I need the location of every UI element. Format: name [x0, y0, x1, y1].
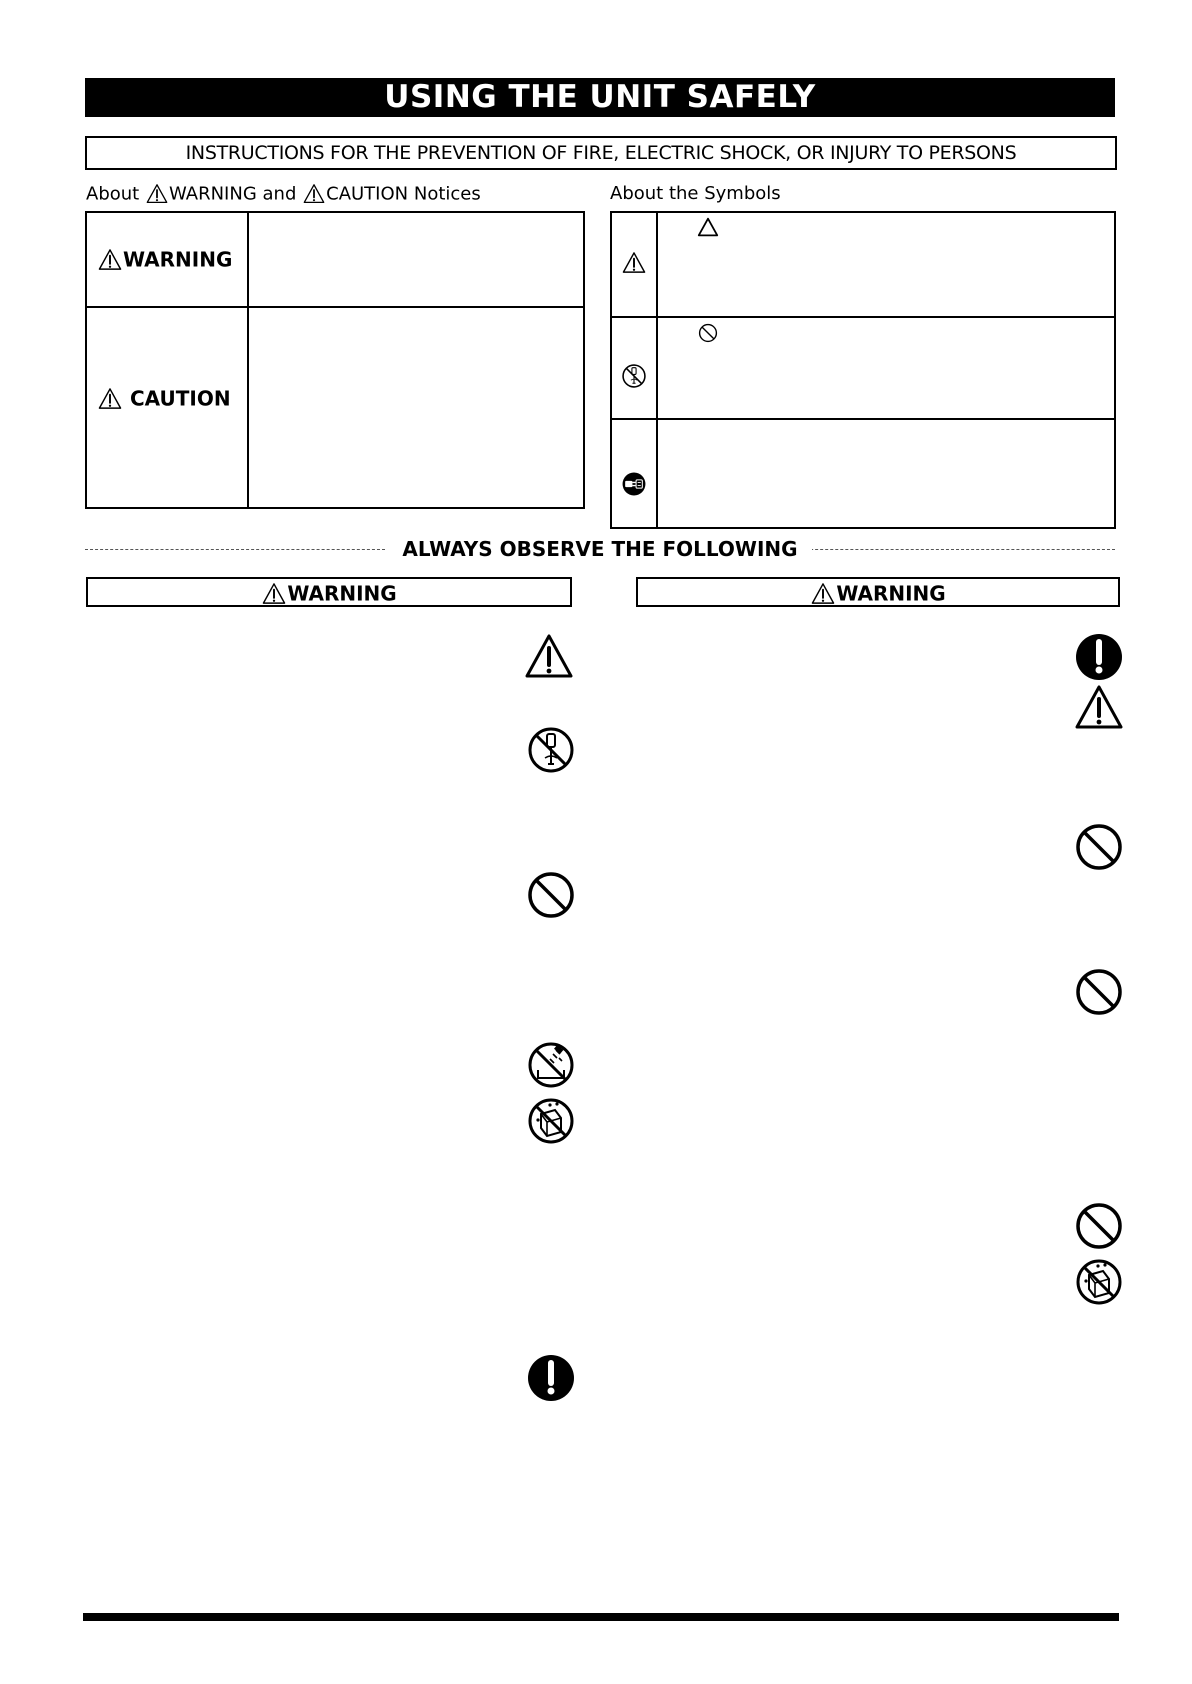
- no-foreign-objects-icon: [1074, 1257, 1124, 1307]
- warning-triangle-icon: [302, 183, 326, 205]
- small-triangle-icon: [696, 216, 720, 238]
- unplug-icon: [621, 471, 647, 497]
- notices-heading-and: and: [262, 183, 297, 205]
- observe-divider: [85, 537, 1115, 561]
- prohibition-circle-icon: [698, 323, 718, 343]
- prohibition-icon: [1074, 822, 1124, 872]
- caution-label: CAUTION: [97, 385, 231, 411]
- warning-triangle-icon: [145, 183, 169, 205]
- mandatory-action-icon: [526, 1353, 576, 1403]
- table-divider: [87, 306, 583, 308]
- notices-heading-caution: CAUTION: [326, 183, 409, 205]
- notices-heading: [86, 183, 481, 205]
- do-not-disassemble-icon: [526, 725, 576, 775]
- symbols-heading: About the Symbols: [610, 183, 781, 204]
- subtitle-box: INSTRUCTIONS FOR THE PREVENTION OF FIRE, ELECTRIC SHOCK, OR INJURY TO PERSONS: [85, 136, 1117, 170]
- do-not-disassemble-icon: [621, 363, 647, 389]
- symbols-table: [610, 211, 1116, 529]
- table-divider: [612, 418, 1114, 420]
- observe-heading: ALWAYS OBSERVE THE FOLLOWING: [85, 537, 1115, 561]
- page-title: USING THE UNIT SAFELY: [85, 78, 1115, 117]
- no-foreign-objects-icon: [526, 1096, 576, 1146]
- warning-label: WARNING: [97, 246, 232, 272]
- right-warning-header: WARNING: [636, 577, 1120, 607]
- warning-triangle-icon: [261, 582, 287, 606]
- no-water-icon: [526, 1040, 576, 1090]
- mandatory-action-icon: [1074, 632, 1124, 682]
- warning-triangle-icon: [97, 248, 123, 272]
- prohibition-icon: [1074, 1201, 1124, 1251]
- notices-heading-warning: WARNING: [168, 183, 257, 205]
- notices-heading-prefix: About: [86, 183, 140, 205]
- warning-triangle-icon: [524, 632, 574, 682]
- left-warning-header: WARNING: [86, 577, 572, 607]
- warning-triangle-icon: [97, 387, 123, 411]
- table-divider: [247, 213, 249, 507]
- prohibition-icon: [526, 870, 576, 920]
- warning-triangle-icon: [1074, 683, 1124, 733]
- table-divider: [656, 213, 658, 527]
- table-divider: [612, 316, 1114, 318]
- notices-table: [85, 211, 585, 509]
- warning-triangle-icon: [810, 582, 836, 606]
- warning-triangle-icon: [621, 251, 647, 275]
- bottom-rule: [83, 1613, 1119, 1621]
- notices-heading-suffix: Notices: [413, 183, 481, 205]
- prohibition-icon: [1074, 967, 1124, 1017]
